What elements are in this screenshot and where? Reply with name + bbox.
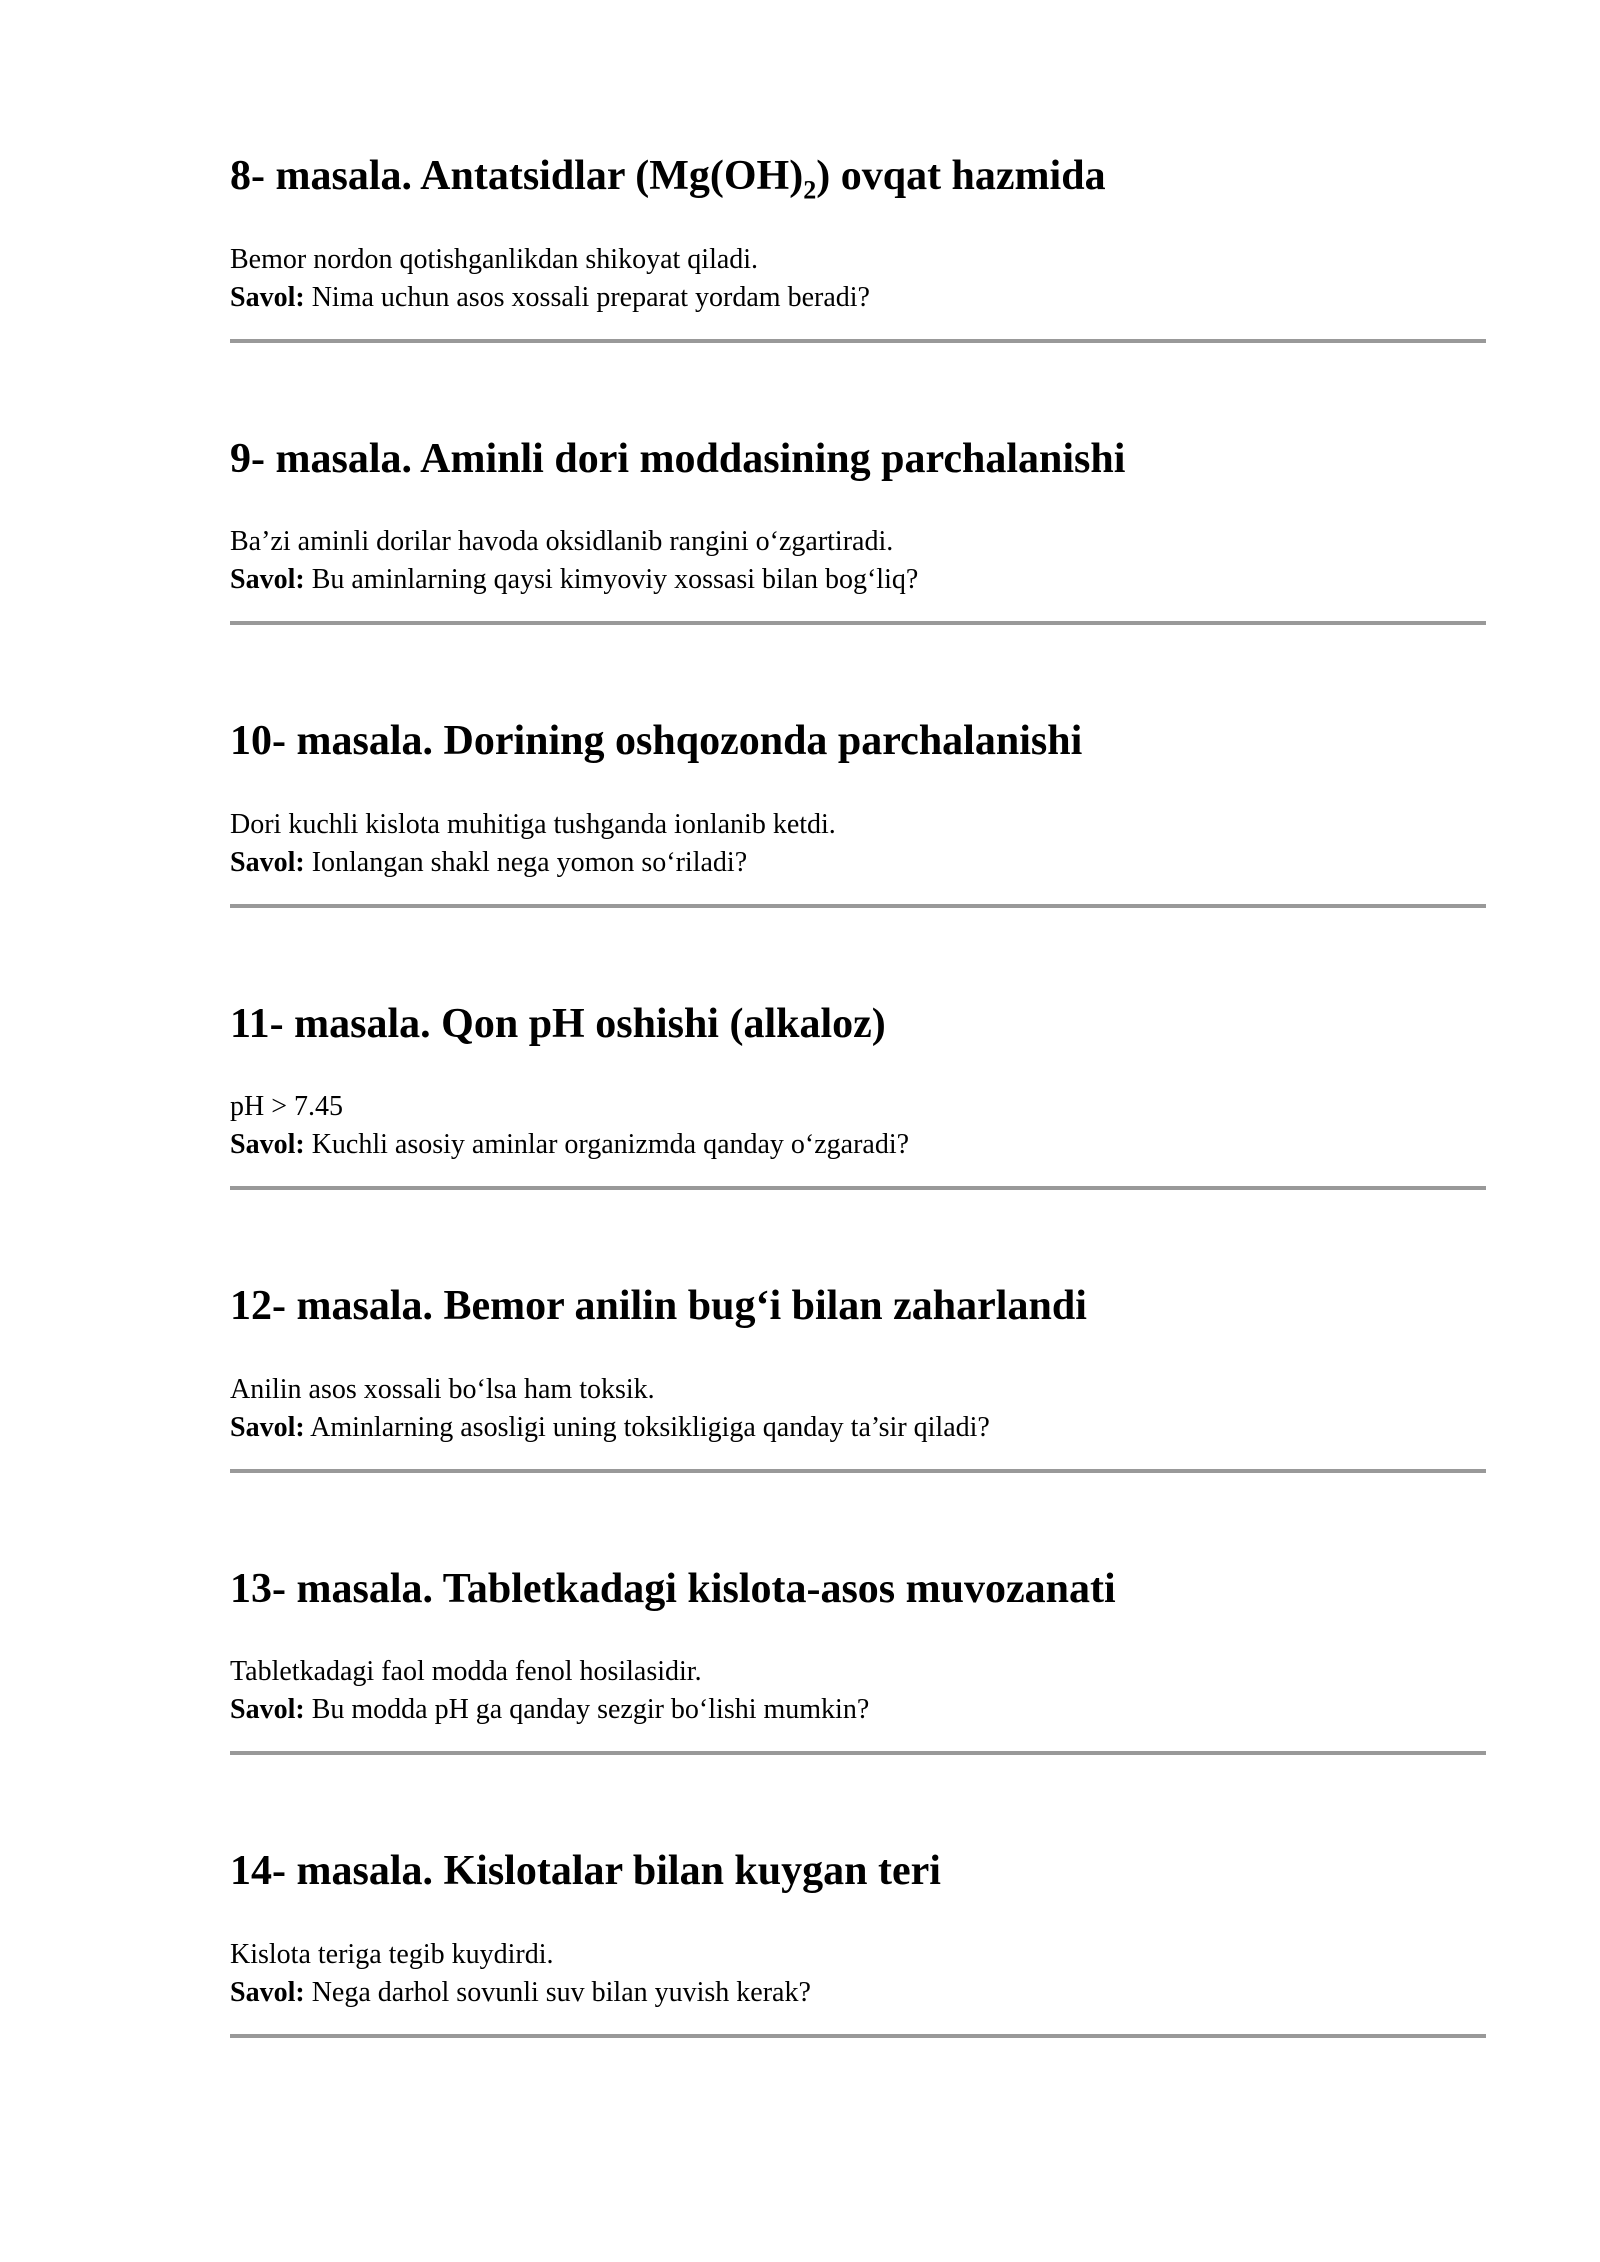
savol-label: Savol: bbox=[230, 1694, 305, 1725]
section-divider bbox=[230, 621, 1486, 625]
problem-body bbox=[230, 806, 1486, 882]
problem-statement: Dori kuchli kislota muhitiga tushganda ionlanib ketdi. bbox=[230, 808, 836, 840]
section-divider bbox=[230, 1186, 1486, 1190]
problem-section-12 bbox=[230, 1280, 1486, 1473]
problem-section-10 bbox=[230, 715, 1486, 908]
problem-question: Nega darhol sovunli suv bilan yuvish kerak? bbox=[311, 1976, 811, 2008]
problem-question: Kuchli asosiy aminlar organizmda qanday o‘zgaradi? bbox=[311, 1129, 910, 1160]
problem-question: Bu aminlarning qaysi kimyoviy xossasi bilan bog‘liq? bbox=[311, 564, 919, 595]
problem-body bbox=[230, 523, 1486, 599]
savol-label: Savol: bbox=[230, 1129, 305, 1160]
problem-body bbox=[230, 1936, 1486, 2012]
problem-title bbox=[230, 150, 1486, 203]
problem-body bbox=[230, 1371, 1486, 1447]
problem-section-9 bbox=[230, 433, 1486, 626]
problem-title: 14- masala. Kislotalar bilan kuygan teri bbox=[230, 1848, 941, 1894]
savol-label: Savol: bbox=[230, 1411, 305, 1443]
problem-title: 9- masala. Aminli dori moddasining parchalanishi bbox=[230, 435, 1126, 482]
problem-body bbox=[230, 241, 1486, 317]
problem-section-11 bbox=[230, 998, 1486, 1191]
problem-title: 10- masala. Dorining oshqozonda parchalanishi bbox=[230, 718, 1083, 764]
problem-question: Aminlarning asosligi uning toksikligiga qanday ta’sir qiladi? bbox=[310, 1411, 990, 1443]
problem-statement: Ba’zi aminli dorilar havoda oksidlanib rangini o‘zgartiradi. bbox=[230, 526, 894, 557]
problem-title: 11- masala. Qon pH oshishi (alkaloz) bbox=[230, 1000, 886, 1047]
problem-body bbox=[230, 1088, 1486, 1164]
problem-statement: pH > 7.45 bbox=[230, 1091, 344, 1122]
problem-body bbox=[230, 1653, 1486, 1729]
problem-section-8 bbox=[230, 150, 1486, 343]
problem-question: Ionlangan shakl nega yomon so‘riladi? bbox=[311, 846, 748, 878]
chemical-subscript: 2 bbox=[803, 175, 817, 205]
savol-label: Savol: bbox=[230, 1976, 305, 2008]
problem-section-13 bbox=[230, 1563, 1486, 1756]
section-divider bbox=[230, 1751, 1486, 1755]
savol-label: Savol: bbox=[230, 846, 305, 878]
savol-label: Savol: bbox=[230, 281, 305, 313]
section-divider bbox=[230, 2034, 1486, 2038]
section-divider bbox=[230, 904, 1486, 908]
problem-statement: Bemor nordon qotishganlikdan shikoyat qiladi. bbox=[230, 243, 759, 275]
problem-title-post: ) ovqat hazmida bbox=[816, 153, 1106, 199]
problem-title-pre: 8- masala. Antatsidlar (Mg(OH) bbox=[230, 153, 804, 199]
savol-label: Savol: bbox=[230, 564, 305, 595]
problem-statement: Kislota teriga tegib kuydirdi. bbox=[230, 1938, 554, 1970]
problem-question: Nima uchun asos xossali preparat yordam beradi? bbox=[311, 281, 870, 313]
problem-statement: Anilin asos xossali bo‘lsa ham toksik. bbox=[230, 1373, 655, 1405]
section-divider bbox=[230, 1469, 1486, 1473]
problem-section-14 bbox=[230, 1845, 1486, 2038]
problem-statement: Tabletkadagi faol modda fenol hosilasidir. bbox=[230, 1656, 702, 1687]
section-divider bbox=[230, 339, 1486, 343]
problem-title: 13- masala. Tabletkadagi kislota-asos muvozanati bbox=[230, 1565, 1116, 1612]
problem-title: 12- masala. Bemor anilin bug‘i bilan zaharlandi bbox=[230, 1283, 1087, 1329]
problem-question: Bu modda pH ga qanday sezgir bo‘lishi mumkin? bbox=[311, 1694, 870, 1725]
